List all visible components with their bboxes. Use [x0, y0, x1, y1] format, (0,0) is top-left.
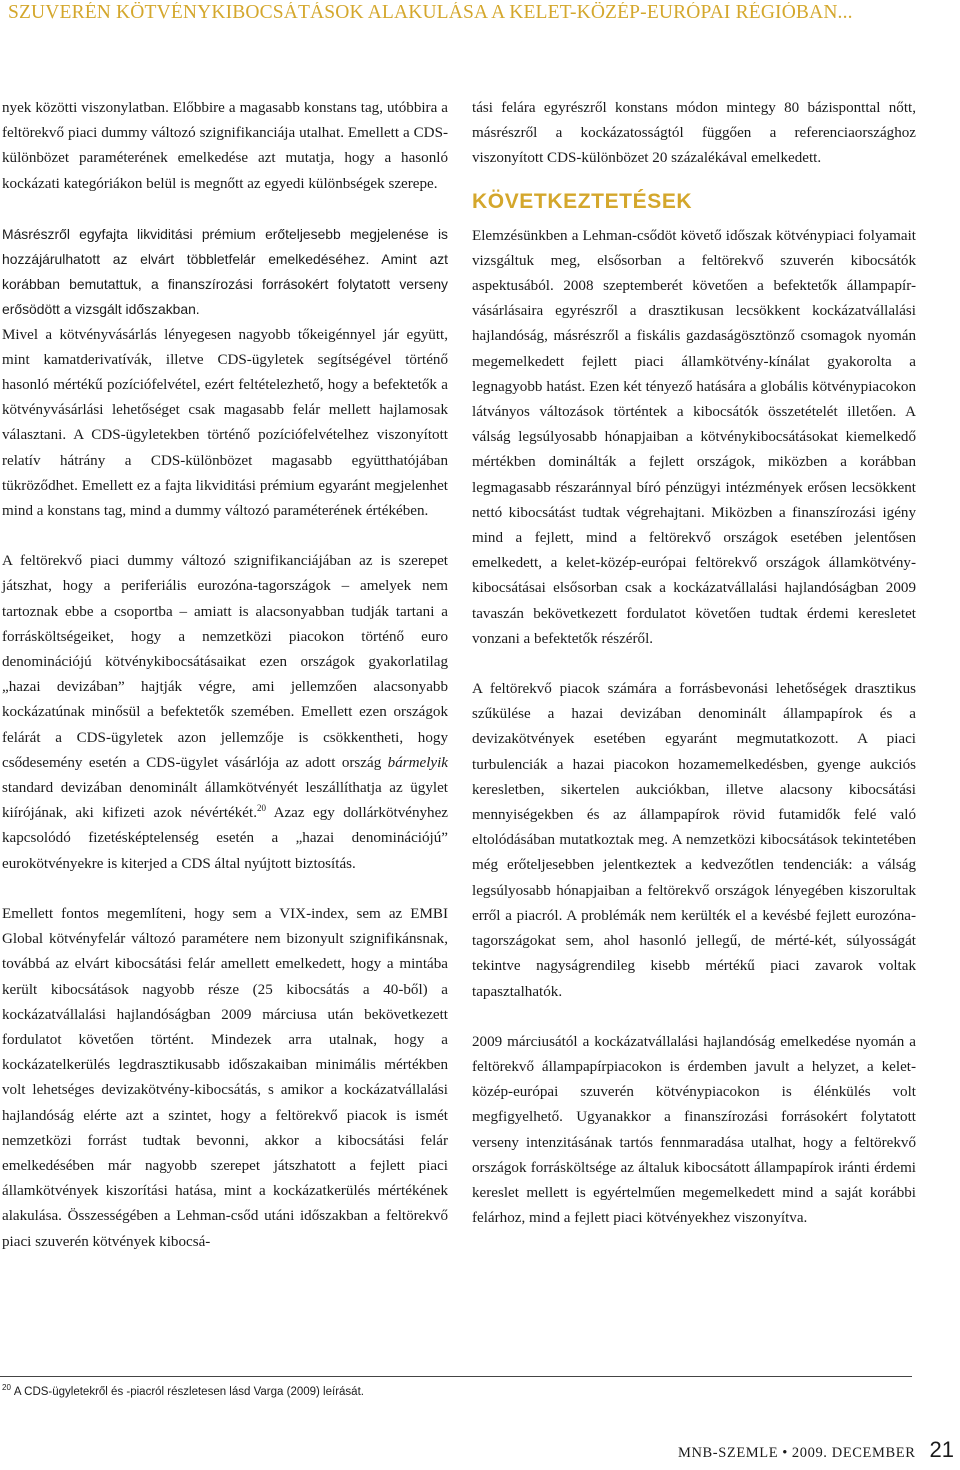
footnote-number: 20	[2, 1383, 11, 1392]
right-paragraph-2: Elemzésünkben a Lehman-csődöt követő időszak kötvénypiaci folyamait vizsgáltuk meg, elsősorban a feltörekvő szuverén kibocsátók aspektusából. 2008 szeptemberét követően a befektetők állampapír-vásárlásaira egyrészről a drasztikusan lecsökkent kockázatvállalási hajlandóság, másrészről a fiskális gazdaságösztönző csomagok nyomán megemelkedett fejlett piaci államkötvény-kínálat gyakorolta a legnagyobb hatást. Ezen két tényező hatására a globális kötvénypiacokon látványos változások történtek a kibocsátók összetételét illetően. A válság legsúlyosabb hónapjaiban a kötvénykibocsátásokat kiemelkedő mértékben dominálták a fejlett országok, miközben a korábban legmagasabb részaránnyal bíró pénzügyi intézmények erősen lecsökkent nettó kibocsátást tudtak végrehajtani. Miközben a finanszírozási igény mind a fejlett, mind a feltörekvő országok esetében jelentősen emelkedett, a kelet-közép-európai feltörekvő országok államkötvény-kibocsátásai elsősorban csak a kockázatvállalási hajlandóságban 2009 tavaszán bekövetkezett fordulatot követően tudtak érdemi keresletet vonzani a befektetők részéről.	[472, 227, 916, 647]
running-head: SZUVERÉN KÖTVÉNYKIBOCSÁTÁSOK ALAKULÁSA A KELET-KÖZÉP-EURÓPAI RÉGIÓBAN...	[8, 2, 853, 23]
left-paragraph-2: Másrészről egyfajta likviditási prémium erőteljesebb megjelenése is hozzájárulhatott az elvárt többletfelár emelkedéséhez. Amint azt korábban bemutattuk, a finanszírozási forrásokért folytatott verseny erősödött a vizsgált időszakban.	[2, 225, 448, 318]
left-paragraph-1: nyek közötti viszonylatban. Előbbire a magasabb konstans tag, utóbbira a feltörekvő piaci dummy változó szignifikanciája utalhat. Emellett a CDS-különbözet paraméterének emelkedése azt mutatja, hogy a hasonló kockázati kategóriákon belül is megnőtt az egyedi különbségek szerepe.	[2, 100, 448, 192]
right-paragraph-1: tási felára egyrészről konstans módon mintegy 80 bázisponttal nőtt, másrészről a kockázatosságtól függően a referenciaországhoz viszonyított CDS-különbözet 20 százalékával emelkedett.	[472, 100, 916, 167]
right-paragraph-4: 2009 márciusától a kockázatvállalási hajlandóság emelkedése nyomán a feltörekvő állampapírpiacokon is érdemben javult a helyzet, a kelet-közép-európai szuverén kötvénypiacokon is élénkülés volt megfigyelhető. Ugyanakkor a finanszírozási forrásokért folytatott verseny intenzitásának tartós fennmaradása utalhat, hogy a feltörekvő országok forrásköltsége az általuk kibocsátott állampapírok iránti érdemi kereslet mellett is egyértelműen megemelkedett mind a saját korábbi felárhoz, mind a fejlett piaci kötvényekhez viszonyítva.	[472, 1033, 916, 1227]
left-column	[2, 96, 448, 1255]
footnote-divider	[0, 1376, 912, 1377]
right-column	[472, 96, 916, 1231]
footnote-text: A CDS-ügyletekről és -piacról részletesen lásd Varga (2009) leírását.	[13, 1385, 364, 1398]
footer-journal: MNB-SZEMLE	[677, 1445, 779, 1461]
right-paragraph-3: A feltörekvő piacok számára a forrásbevonási lehetőségek drasztikus szűkülése a hazai devizában denominált állampapírok és a devizakötvények esetében egyaránt megmutatkozott. A piaci turbulenciák a hazai piacokon hozamemelkedésben, gyenge aukciós keresletben, sikertelen aukciókban, illetve alacsony kibocsátási mennyiségekben és az állampapírok rövid futamidők felé való eltolódásában mutatkoztak meg. A nemzetközi kibocsátások tekintetében még erőteljesebben jelentkeztek a kedvezőtlen tendenciák: a válság legsúlyosabb hónapjaiban a feltörekvő országok lényegében kiszorultak erről a piacról. A problémák nem kerülték el a kevésbé fejlett eurozóna-tagországokat sem, ahol hasonló jellegű, de mérté-két, súlyosságát tekintve nagyságrendileg kisebb mértékű piaci zavarok voltak tapasztalhatók.	[472, 681, 916, 1000]
left-paragraph-3-part-c: Azaz egy dollárkötvényhez kapcsolódó fizetésképtelenség esetén a „hazai denominációjú” eurokötvényekre is kiterjed a CDS által nyújtott biztosítás.	[2, 805, 448, 872]
left-paragraph-3	[2, 549, 448, 877]
footnote-reference-20[interactable]: 20	[256, 803, 266, 814]
section-heading-conclusions: KÖVETKEZTETÉSEK	[472, 189, 693, 213]
left-paragraph-3-part-a: A feltörekvő piaci dummy változó szignifikanciájában az is szerepet játszhat, hogy a periferiális eurozóna-tagországok – amelyek nem tartoznak ebbe a csoportba – amiatt is alacsonyabban tudják tartani a forrásköltségeiket, hogy a nemzetközi piacokon történő euro denominációjú kötvénykibocsátásaikat ezen országok gyakorlatilag „hazai devizában” hajtják végre, ami jellemzően alacsonyabb kockázatúnak minősül a befektetők szemében. Emellett ezen országok felárát a CDS-ügyletek azon jellemzője is csökkentheti, hogy csődesemény esetén a CDS-ügylet vásárlója az adott ország	[2, 553, 448, 771]
left-paragraph-4: Emellett fontos megemlíteni, hogy sem a VIX-index, sem az EMBI Global kötvényfelár változó paramétere nem bizonyult szignifikánsnak, továbbá az elvárt kibocsátási felár amellett emelkedett, hogy a mintába került kibocsátások nagyobb része (25 kibocsátás a 40-ből) a kockázatvállalási hajlandóságban 2009 márciusa után bekövetkezett fordulatot követően történt. Mindezek arra utalnak, hogy a kockázatelkerülés legdrasztikusabb időszakaiban minimális mértékben volt lehetséges devizakötvény-kibocsátás, s amikor a kockázatvállalási hajlandóság elérte azt a szintet, hogy a feltörekvő piacok is ismét nemzetközi forrást tudtak bevonni, akkor a kibocsátási felár emelkedésében már nagyobb szerepet játszhatott a fejlett piaci államkötvények kiszorítási hatása, mint a kockázatkerülés mértékének alakulása. Összességében a Lehman-csőd utáni időszakban a feltörekvő piaci szuverén kötvények kibocsá-	[2, 905, 448, 1250]
emphasis-bármelyik: bármelyik	[387, 754, 448, 771]
page-footer	[678, 1437, 954, 1463]
footer-date: 2009. DECEMBER	[791, 1445, 916, 1461]
left-paragraph-3-part-b: standard devizában denominált államkötvényét leszállíthatja az ügylet kiírójának, aki kifizeti azok névértékét.	[2, 780, 448, 822]
footnote	[2, 1380, 902, 1400]
left-paragraph-2b: Mivel a kötvényvásárlás lényegesen nagyobb tőkeigénnyel jár együtt, mint kamatderivatívák, illetve CDS-ügyletek segítségével történő hasonló mértékű pozíciófelvétel, ezért feltételezhető, hogy a befektetők a kötvényvásárlási lehetőséget csak magasabb felár mellett hajlamosak választani. A CDS-ügyletekben történő pozíciófelvételhez viszonyított relatív hátrány a CDS-különbözet magasabb együtthatójában tükröződhet. Emellett ez a fajta likviditási prémium egyaránt megjelenhet mind a konstans tag, mind a dummy változó paraméterének értékében.	[2, 326, 448, 520]
page-number: 21	[929, 1437, 954, 1462]
footer-separator: •	[782, 1445, 788, 1461]
